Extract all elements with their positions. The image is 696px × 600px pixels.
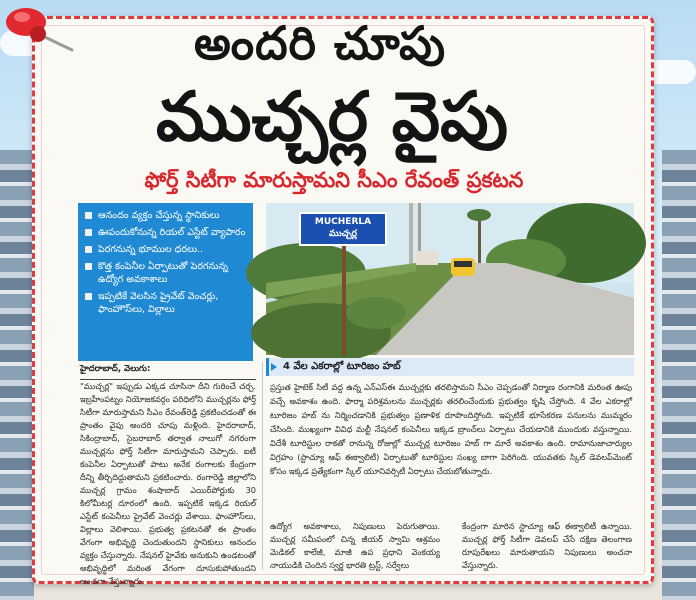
highlight-text: ఇప్పటికే వెలసిన ప్రైవేట్ వెంచర్లు, ఫాంహౌస్‌లు, విల్లాలు	[98, 291, 219, 315]
bullet-icon	[85, 246, 92, 253]
article-column-main: ప్రస్తుత హైటెక్ సిటీ వద్ద ఉన్న ఎన్ఎస్ఈ ముచ్చర్లకు తరలిస్తామని సీఎం చెప్పడంతో నిర్మాణ రంగానికి మరింత ఊపు వచ్చే అవకాశం ఉంది. ఫార్మా పరిశ్రమలను ముచ్చర్లకు తరలించేందుకు ప్రభుత్వం కృషి చేస్తోంది. 4 వేల ఎకరాల్లో టూరిజం హబ్ ను నిర్మించడానికి ప్రభుత్వం ప్రణాళిక రూపొందిస్తోంది. ఇప్పటికే భూసేకరణ పనులను ముమ్మరం చేసింది. ముఖ్యంగా వివిధ మల్టీ నేషనల్ కంపెనీలు ఇక్కడ బ్రాంచ్‌లు ఏర్పాటు చేయడానికి ముందుకు వస్తున్నాయి. విదేశీ టూరిస్టుల రాకతో రానున్న రోజుల్లో ముచ్చర్ల టూరిజం హబ్ గా మారే అవకాశం ఉంది. రామానుజాచార్యుల విగ్రహం (స్టాచ్యూ ఆఫ్ ఈక్వాలిటీ) ఏర్పాటుతో టూరిస్టుల సంఖ్య బాగా పెరిగింది. యువతకు స్కిల్ డెవలప్‌మెంట్ కోసం ఇక్కడ ప్రత్యేకంగా స్కిల్ యూనివర్సిటీ ఏర్పాటు చేయబోతున్నారు.	[270, 382, 632, 476]
highlight-item	[84, 209, 247, 222]
highlight-text: పెరగనున్న భూముల ధరలు..	[98, 244, 204, 255]
highlight-item	[84, 226, 247, 239]
bullet-icon	[85, 229, 92, 236]
village-sign	[302, 216, 384, 240]
article-column-bottom-right: కేంద్రంగా మారిన స్టాచ్యూ ఆఫ్ ఈక్వాలిటీ ఉన్నాయి. ముచ్చర్ల ఫోర్త్ సిటీగా డెవలప్ చేసే దక్షిణ తెలంగాణ రూపురేఖలు మారుతాయని నిపుణులు అంచనా వేస్తున్నారు.	[462, 521, 632, 570]
highlights-box	[78, 203, 253, 361]
column-divider	[262, 362, 263, 570]
highlight-item	[84, 290, 247, 316]
bullet-icon	[85, 263, 92, 270]
highlight-item	[84, 243, 247, 256]
bullet-icon	[85, 212, 92, 219]
article-column-bottom-left: ఉద్యోగ అవకాశాలు, నిపుణులు పెరుగుతాయి. ముచ్చర్ల సమీపంలో చిన్న జీయర్ స్వామి ఆశ్రమం మెడికల్ కాలేజీ, మాజీ ఉప ప్రధాని వెంకయ్య నాయుడికి చెందిన స్వర్ణ భారతి ట్రస్ట్, సర్వేలు	[270, 521, 440, 570]
headline-line-2: ముచ్చర్ల వైపు	[156, 78, 508, 157]
highlight-item	[84, 260, 247, 286]
caption-text: 4 వేల ఎకరాల్లో టూరిజం హబ్	[283, 361, 401, 372]
sign-text-telugu: ముచ్చర్ల	[328, 229, 358, 239]
subheadline: ఫోర్త్ సిటీగా మారుస్తామని సీఎం రేవంత్ ప్రకటన	[144, 168, 524, 192]
sign-text-english: MUCHERLA	[314, 217, 372, 227]
pushpin-icon	[0, 0, 80, 58]
caption-arrow-icon	[271, 363, 277, 371]
highlight-text: ఆనందం వ్యక్తం చేస్తున్న స్థానికులు	[98, 210, 220, 221]
photo-caption	[266, 358, 634, 376]
article-column-left: "ముచ్చర్ల" ఇప్పుడు ఎక్కడ చూసినా దీని గురించే చర్చ. ఇబ్రహీంపట్నం నియోజకవర్గం పరిధిలోని ముచ్చర్లను ఫోర్త్ సిటీగా మారుస్తామని సీఎం రేవంత్‌రెడ్డి ప్రకటించడంతో ఈ ప్రాంతం వైపు అందరి చూపు మళ్లింది. హైదరాబాద్, సికింద్రాబాద్, సైబరాబాద్ తర్వాత నాలుగో నగరంగా ముచ్చర్లను ఫోర్త్ సిటీగా మారుస్తామని చెప్పారు. ఐటీ కంపెనీల ఏర్పాటుతో పాటు అనేక రంగాలకు కేంద్రంగా దీన్ని తీర్చిదిద్దుతామని ప్రకటించారు. రంగారెడ్డి జిల్లాలోని ముచ్చర్ల గ్రామం శంషాబాద్ ఎయిర్‌పోర్టుకు 30 కిలోమీటర్ల దూరంలో ఉంది. ఇప్పటికే ఇక్కడ రియల్ ఎస్టేట్ కంపెనీలు ప్రైవేట్ వెంచర్లు వేశాయి. ఫాంహౌస్‌లు, విల్లాలు వెలిశాయి. ప్రభుత్వ ప్రకటనతో ఈ ప్రాంతం వేగంగా అభివృద్ధి చెందుతుందని స్థానికులు ఆనందం వ్యక్తం చేస్తున్నారు. నేషనల్ హైవేకు అనుకుని ఉండటంతో అభివృద్ధిలో మరింత వేగంగా దూసుకుపోతుందని అంచనా వేస్తున్నారు.	[80, 381, 256, 586]
headline-line-1: అందరి చూపు	[193, 16, 447, 70]
dateline: హైదరాబాద్, వెలుగు:	[80, 364, 256, 380]
city-backdrop-left	[0, 150, 34, 600]
highlight-text: ఊపందుకోనున్న రియల్ ఎస్టేట్ వ్యాపారం	[98, 227, 246, 238]
bullet-icon	[85, 293, 92, 300]
village-road-photo	[266, 203, 634, 355]
city-backdrop-right	[662, 150, 696, 600]
highlight-text: కొత్త కంపెనీల ఏర్పాటుతో పెరగనున్న ఉద్యోగ అవకాశాలు	[98, 261, 228, 285]
